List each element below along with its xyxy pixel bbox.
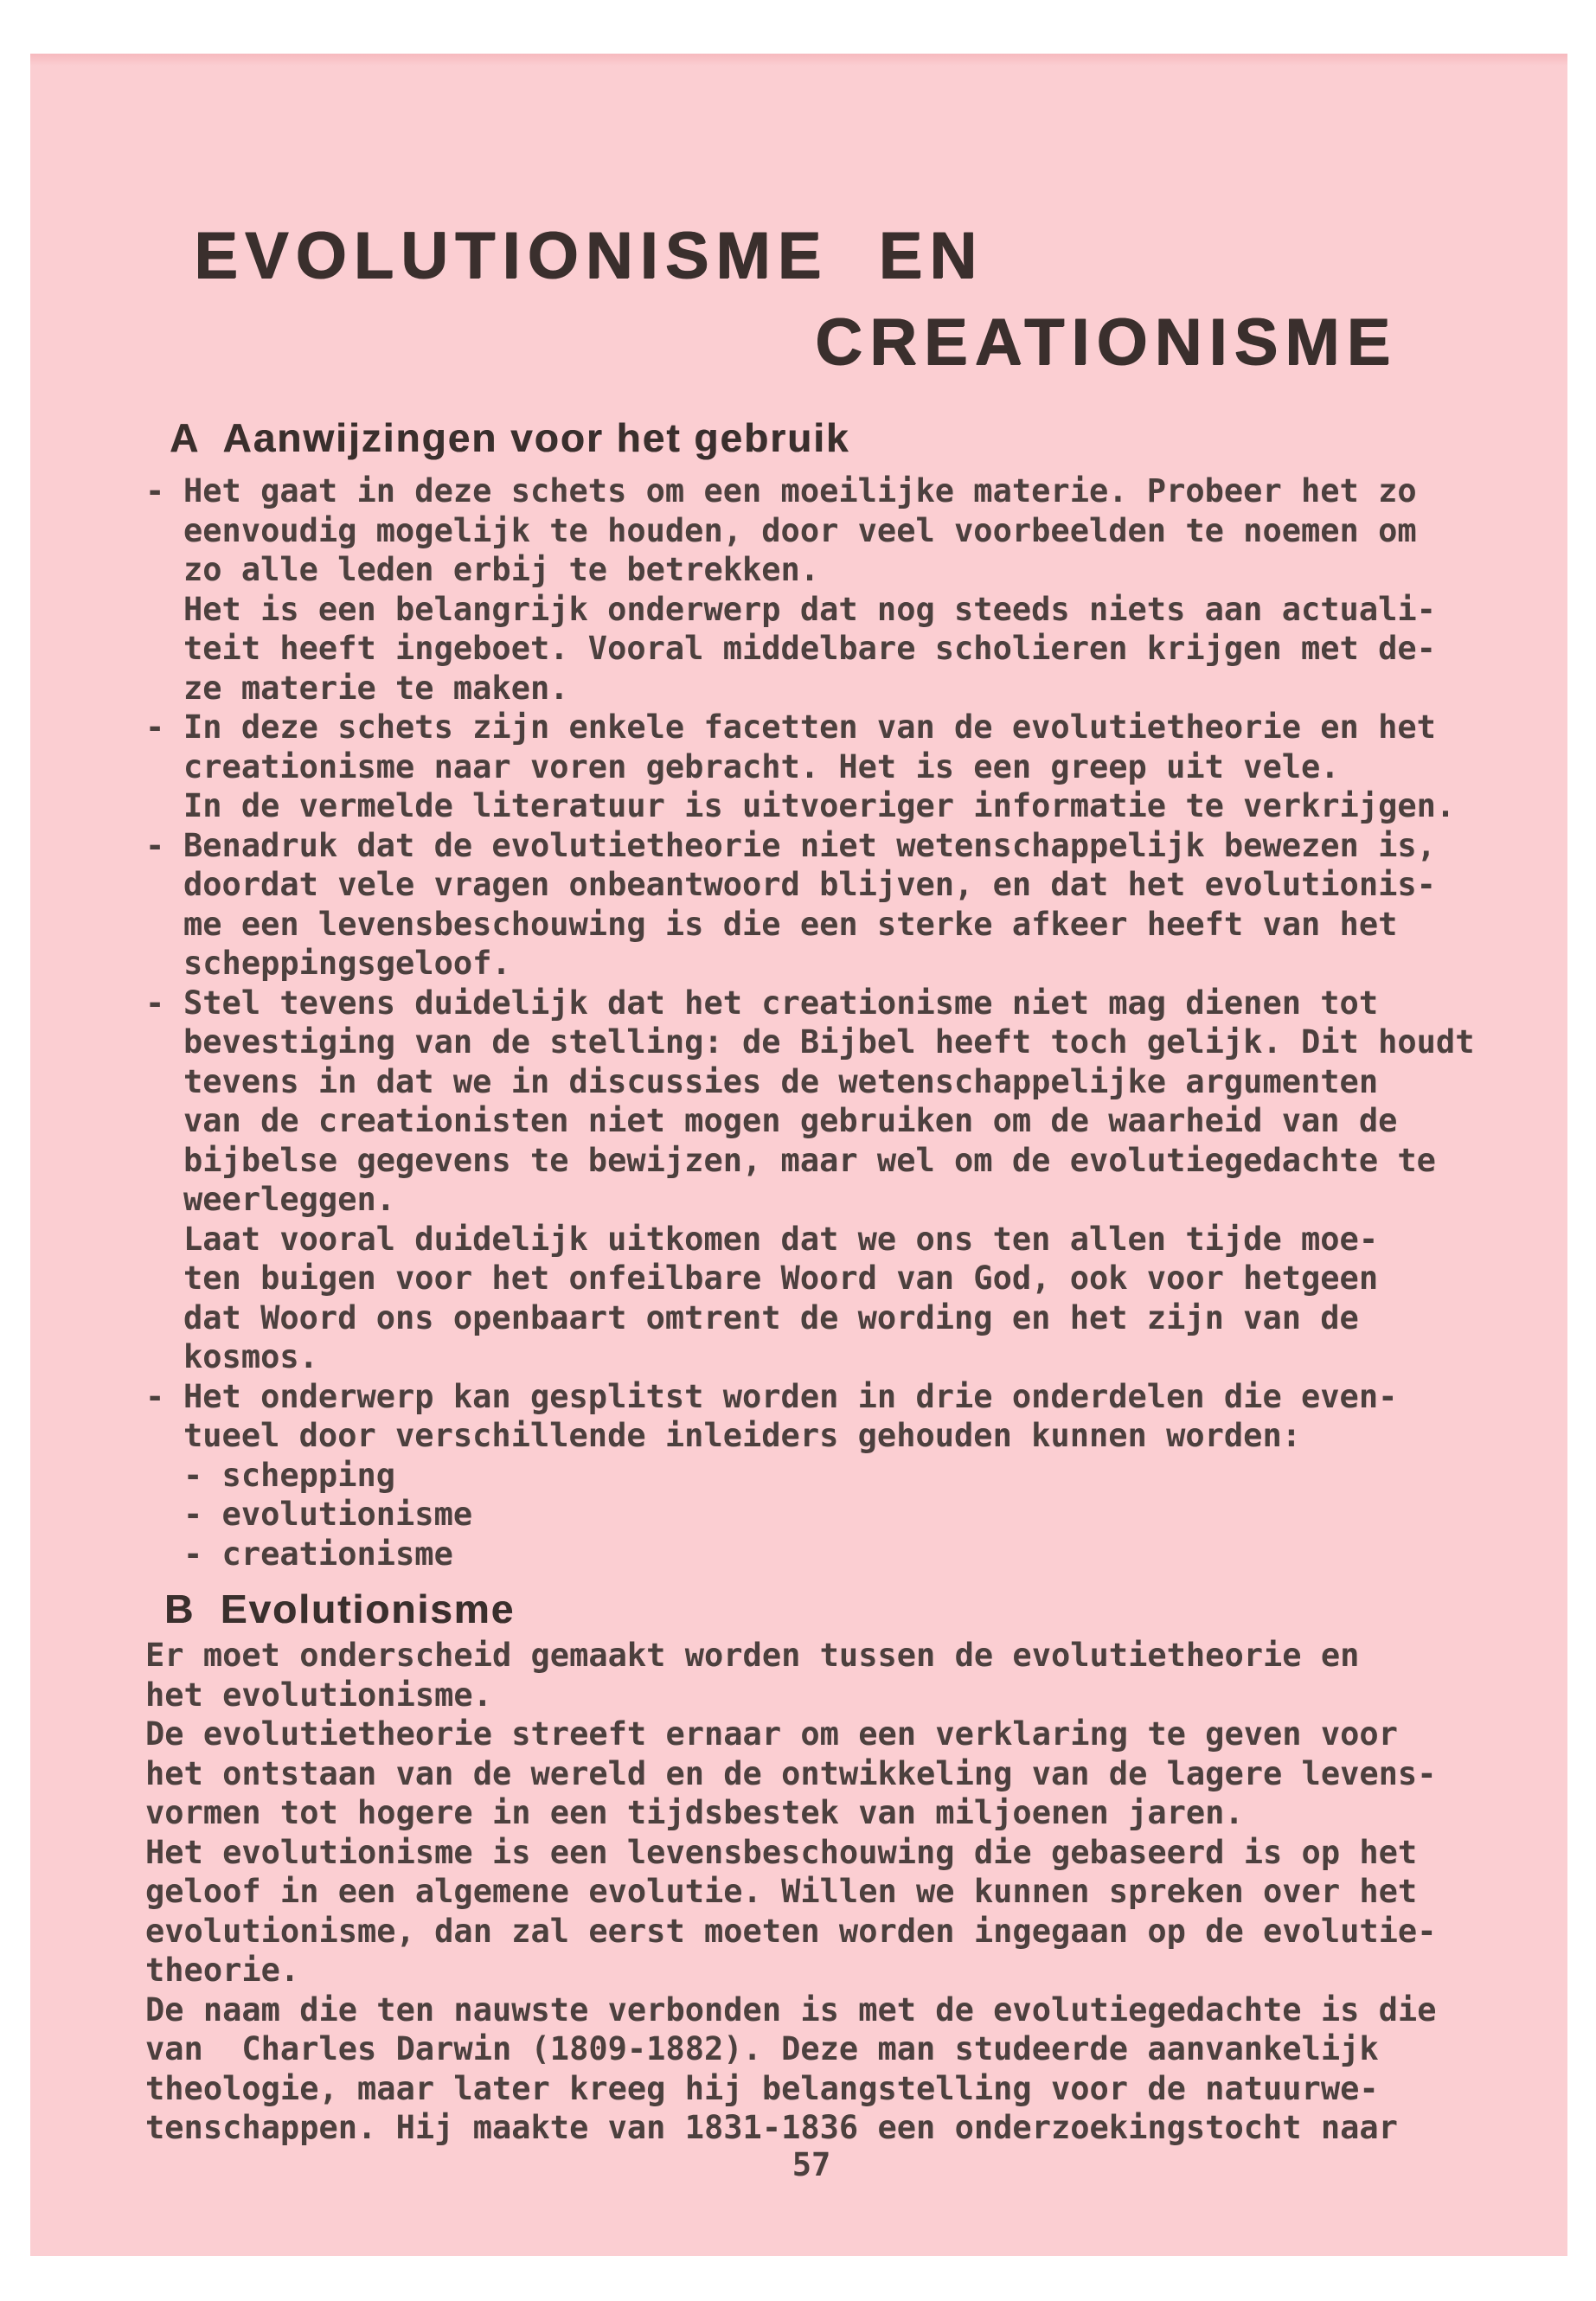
text-line: bevestiging van de stelling: de Bijbel heeft toch gelijk. Dit houdt [183, 1023, 1475, 1061]
bullet-dash: - [145, 472, 165, 510]
text-line: teit heeft ingeboet. Vooral middelbare scholieren krijgen met de- [183, 630, 1436, 667]
list-item [145, 1377, 1547, 1574]
text-line: theorie. [145, 1952, 300, 1989]
text-line: geloof in een algemene evolutie. Willen we kunnen spreken over het [145, 1873, 1418, 1910]
text-line: Stel tevens duidelijk dat het creationisme niet mag dienen tot [183, 984, 1379, 1022]
text-line: ten buigen voor het onfeilbare Woord van God, ook voor hetgeen [183, 1259, 1379, 1297]
bullet-dash: - [145, 1377, 165, 1415]
text-line: het evolutionisme. [145, 1676, 492, 1714]
bullet-sub-list [183, 1456, 1547, 1574]
text-line: bijbelse gegevens te bewijzen, maar wel om de evolutiegedachte te [183, 1141, 1436, 1179]
text-line: Laat vooral duidelijk uitkomen dat we ons ten allen tijde moe- [183, 1220, 1379, 1258]
list-item [145, 471, 1547, 708]
bullet-text [183, 984, 1547, 1377]
section-b-paragraph [145, 1636, 1547, 2148]
bullet-text [183, 471, 1547, 708]
text-line: Het is een belangrijk onderwerp dat nog steeds niets aan actuali- [183, 590, 1436, 628]
text-line: kosmos. [183, 1338, 318, 1375]
text-line: vormen tot hogere in een tijdsbestek van miljoenen jaren. [145, 1794, 1244, 1831]
text-line: - creationisme [183, 1535, 453, 1573]
text-line: evolutionisme, dan zal eerst moeten worden ingegaan op de evolutie- [145, 1912, 1437, 1950]
text-line: tevens in dat we in discussies de wetenschappelijke argumenten [183, 1062, 1379, 1100]
list-item [145, 826, 1547, 984]
list-item [145, 708, 1547, 826]
text-line: Er moet onderscheid gemaakt worden tussen de evolutietheorie en [145, 1637, 1360, 1674]
text-line: Het onderwerp kan gesplitst worden in drie onderdelen die even- [183, 1377, 1398, 1415]
text-line: De evolutietheorie streeft ernaar om een verklaring te geven voor [145, 1715, 1398, 1753]
bullet-text-lines [183, 1377, 1547, 1456]
text-line: De naam die ten nauwste verbonden is met de evolutiegedachte is die [145, 1990, 1437, 2029]
section-b-heading: B Evolutionisme [164, 1586, 516, 1631]
text-line: tueel door verschillende inleiders gehouden kunnen worden: [183, 1417, 1302, 1454]
text-line: van Charles Darwin (1809-1882). Deze man studeerde aanvankelijk [145, 2030, 1379, 2067]
text-line: Het gaat in deze schets om een moeilijke materie. Probeer het zo [183, 472, 1417, 510]
bullet-text [183, 708, 1547, 826]
text-line: doordat vele vragen onbeantwoord blijven, en dat het evolutionis- [183, 866, 1436, 903]
bullet-text [183, 1377, 1547, 1574]
bullet-dash: - [145, 984, 165, 1022]
bullet-dash: - [145, 826, 165, 864]
text-line: In de vermelde literatuur is uitvoeriger informatie te verkrijgen. [183, 787, 1456, 824]
text-line: het ontstaan van de wereld en de ontwikkeling van de lagere levens- [145, 1754, 1437, 1792]
section-a-heading: A Aanwijzingen voor het gebruik [170, 415, 850, 460]
text-line: me een levensbeschouwing is die een sterke afkeer heeft van het [183, 905, 1398, 943]
text-line: dat Woord ons openbaart omtrent de wording en het zijn van de [183, 1298, 1359, 1336]
text-line: zo alle leden erbij te betrekken. [183, 551, 820, 588]
bullet-dash: - [145, 708, 165, 746]
page-title-line1: EVOLUTIONISME EN [194, 219, 984, 292]
text-line: theologie, maar later kreeg hij belangstelling voor de natuurwe- [145, 2069, 1379, 2107]
page-number: 57 [792, 2146, 831, 2183]
bullet-text [183, 826, 1547, 984]
text-line: van de creationisten niet mogen gebruiken om de waarheid van de [183, 1102, 1398, 1139]
text-line: scheppingsgeloof. [183, 945, 511, 982]
text-line: - evolutionisme [183, 1496, 473, 1533]
text-line: eenvoudig mogelijk te houden, door veel voorbeelden te noemen om [183, 511, 1417, 549]
text-line: Benadruk dat de evolutietheorie niet wetenschappelijk bewezen is, [183, 826, 1436, 864]
text-line: tenschappen. Hij maakte van 1831-1836 een onderzoekingstocht naar [145, 2109, 1398, 2146]
text-line: creationisme naar voren gebracht. Het is een greep uit vele. [183, 747, 1340, 785]
text-line: weerleggen. [183, 1181, 396, 1218]
text-line: ze materie te maken. [183, 669, 569, 707]
text-line: In deze schets zijn enkele facetten van de evolutietheorie en het [183, 708, 1436, 746]
text-line: Het evolutionisme is een levensbeschouwing die gebaseerd is op het [145, 1833, 1418, 1871]
section-a-list [145, 471, 1547, 1574]
text-line: - schepping [183, 1456, 396, 1494]
page-title-line2: CREATIONISME [815, 305, 1398, 379]
document-page [30, 54, 1567, 2256]
list-item [145, 984, 1547, 1377]
